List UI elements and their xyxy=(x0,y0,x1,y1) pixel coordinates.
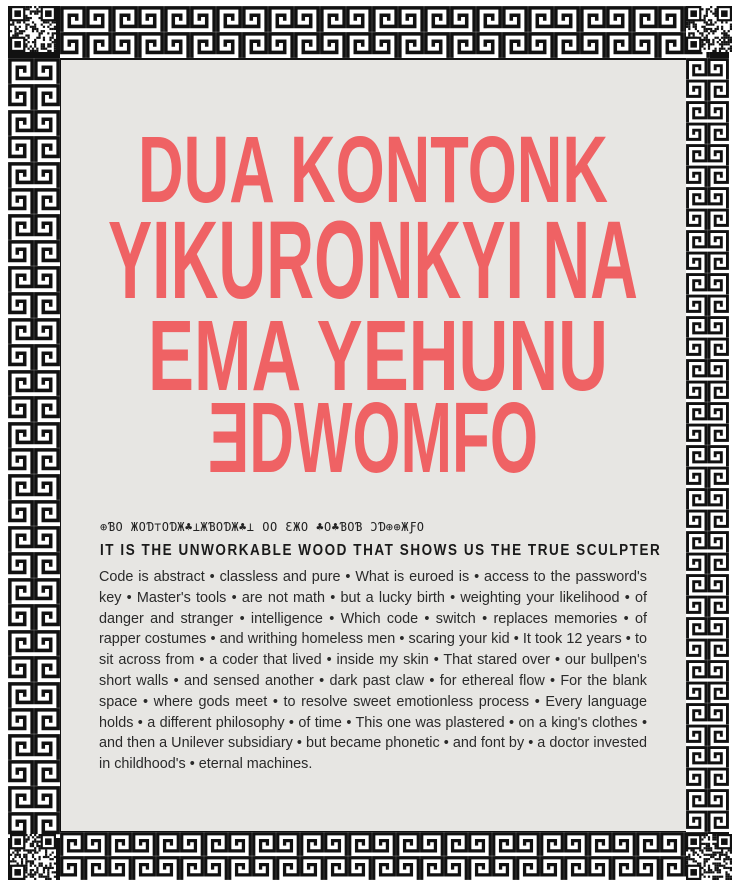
qr-code-icon xyxy=(10,834,56,880)
title-line: YIKURONKYI NA xyxy=(108,199,638,322)
border-bottom xyxy=(60,832,685,880)
title-line: DUA KONTONK xyxy=(138,117,608,223)
subtitle: IT IS THE UNWORKABLE WOOD THAT SHOWS US THE TRUE SCULPTER xyxy=(100,541,662,559)
border-left xyxy=(8,58,60,832)
border-top xyxy=(60,6,685,58)
border-right xyxy=(686,58,729,832)
qr-code-icon xyxy=(10,6,56,52)
symbol-line: ⊕ƁO ЖOƊ⊤OƊЖ♣⊥ЖƁOƊЖ♣⊥ OO ƐЖO ♣O♣ƁOƁ ƆƊ⊕⊕ЖƑO xyxy=(100,520,425,534)
poster-title xyxy=(78,72,668,502)
body-text: Code is abstract • classless and pure • What is euroed is • access to the password's key • Master's tools • are not math • but a lucky birth • weighting your likelihood • of danger and stranger • intelligence • Which code • switch • replaces memories • of rapper costumes • and writhing homeless men • scaring your kid • It took 12 years • to sit across from • a coder that lived • inside my skin • That stared over • our bullpen's short walls • and sensed another • dark past claw • for ethereal flow • For the blank space • where gods meet • to resolve sweet emotionless process • Every language holds • a different philosophy • of time • This one was plastered • on a king's clothes • and then a Unilever subsidiary • but became phonetic • and font by • a doctor invested in childhood's • eternal machines. xyxy=(99,569,647,773)
qr-code-icon xyxy=(686,6,732,52)
title-line: EMA YEHUNU xyxy=(148,300,608,412)
qr-code-icon xyxy=(686,834,732,880)
title-line: ƎDWOMFO xyxy=(208,382,538,494)
